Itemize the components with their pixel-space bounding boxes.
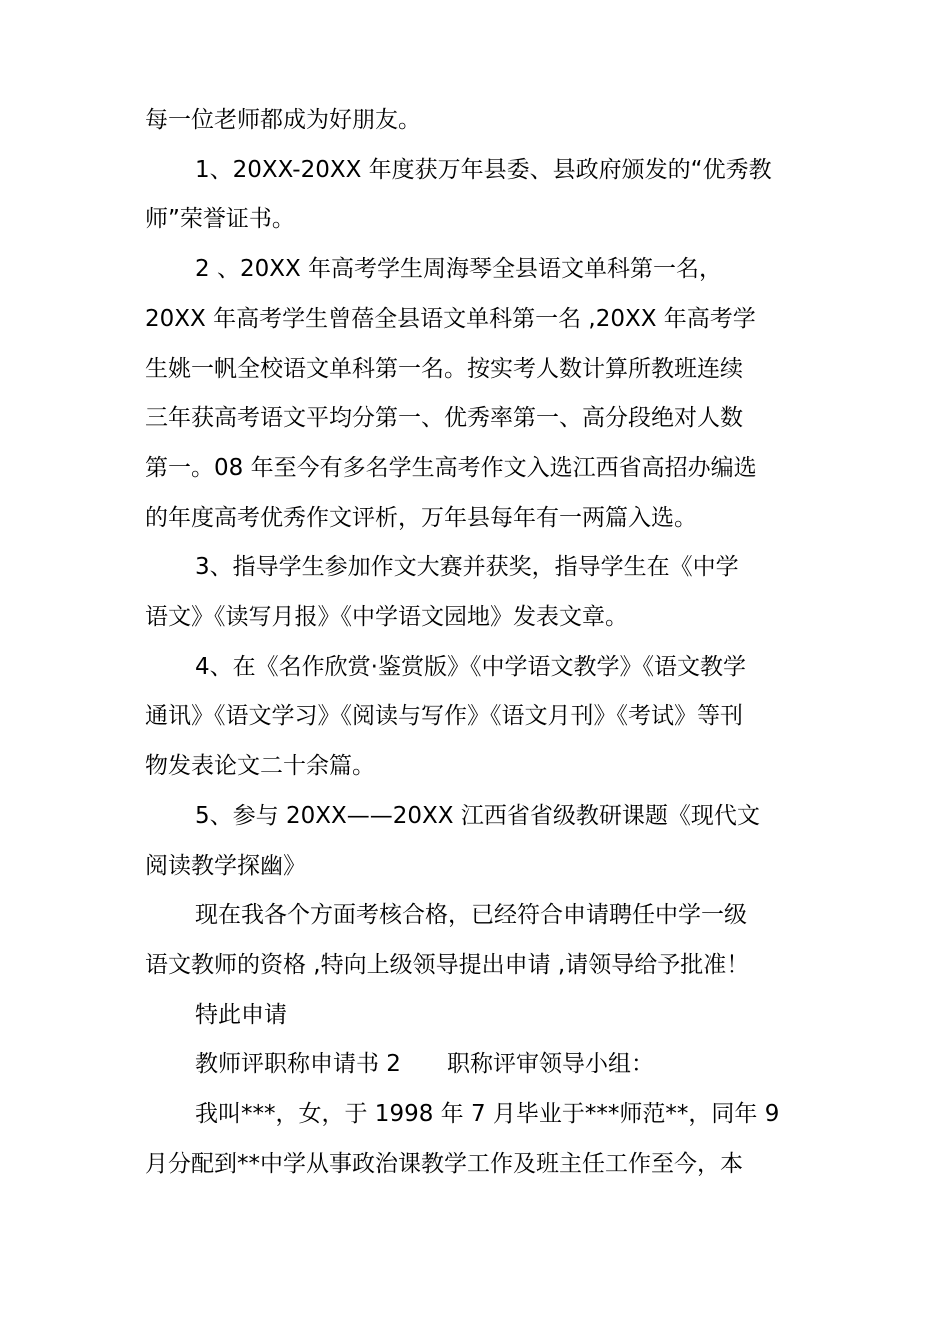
text-line: 2 、20XX 年高考学生周海琴全县语文单科第一名，: [195, 256, 723, 283]
text-line: 每一位老师都成为好朋友。: [145, 107, 421, 133]
text-line: 师”荣誉证书。: [145, 206, 295, 233]
text-line: 通讯》《语文学习》《阅读与写作》《语文月刊》《考试》等刊: [145, 703, 743, 730]
text-line: 4、在《名作欣赏·鉴赏版》《中学语文教学》《语文教学: [195, 653, 746, 680]
text-line: 阅读教学探幽》: [145, 852, 306, 879]
text-line: 的年度高考优秀作文评析，万年县每年有一两篇入选。: [145, 504, 697, 531]
text-line: 特此申请: [195, 1001, 287, 1028]
text-line: 月分配到**中学从事政治课教学工作及班主任工作至今，本: [145, 1150, 743, 1177]
text-line: 第一。08 年至今有多名学生高考作文入选江西省高招办编选: [145, 454, 757, 481]
text-line: 我叫***，女，于 1998 年 7 月毕业于***师范**，同年 9: [195, 1101, 780, 1128]
text-line: 教师评职称申请书 2 职称评审领导小组：: [195, 1051, 654, 1078]
text-line: 3、指导学生参加作文大赛并获奖，指导学生在《中学: [195, 554, 739, 581]
text-line: 三年获高考语文平均分第一、优秀率第一、高分段绝对人数: [145, 405, 743, 432]
text-line: 语文》《读写月报》《中学语文园地》发表文章。: [145, 604, 628, 631]
text-line: 5、参与 20XX——20XX 江西省省级教研课题《现代文: [195, 802, 760, 829]
text-line: 生姚一帆全校语文单科第一名。按实考人数计算所教班连续: [145, 355, 743, 382]
text-line: 物发表论文二十余篇。: [145, 753, 375, 780]
text-line: 现在我各个方面考核合格，已经符合申请聘任中学一级: [195, 902, 747, 929]
document-body: [145, 96, 810, 1189]
text-line: 语文教师的资格 ,特向上级领导提出申请 ,请领导给予批准！: [145, 951, 750, 978]
text-line: 20XX 年高考学生曾蓓全县语文单科第一名 ,20XX 年高考学: [145, 305, 756, 332]
text-line: 1、20XX-20XX 年度获万年县委、县政府颁发的“优秀教: [195, 156, 772, 183]
